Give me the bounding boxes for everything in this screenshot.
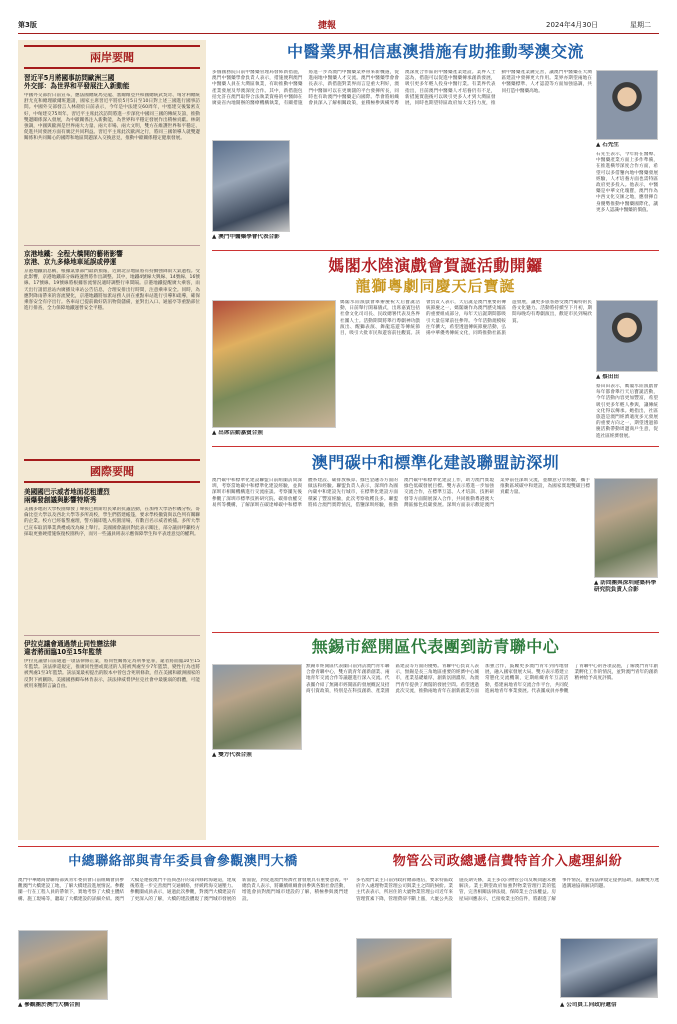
news-sidebar [18, 40, 206, 840]
story2-body: 京港地鐵消息稱，根據氣象部門最新預報，近期北京地區將有持續強降雨天氣過程。受此影響，京港地鐵部分線路運營將作出調整。其中，地鐵4號線大興線、14號線、16號線、17號線、19號線將根據客流情況適時調整行車間隔。京港地鐵提醒廣大乘客，雨天出行請留意站內廣播及車站公告信息，合理安排出行時間，注意乘車安全。同時，為應對降雨帶來的客流變化，京港地鐵將加派站務人員在重點車站進行引導和疏導，確保乘客安全有序出行。各車站已提前做好防汛物資儲備，並對出入口、通風亭等重點部位進行排查，全力保障地鐵運營安全平穩。 [24, 269, 200, 312]
masthead-logo: 捷報 [318, 21, 337, 31]
main1-portrait-caption: ▲ 石先生 [596, 142, 620, 148]
story4-headline: 伊拉克議會通過禁止同性戀法律 [24, 640, 117, 648]
bottom-right-photo-caption: ▲ 公司員工向政府遞信 [560, 1002, 617, 1008]
divider [24, 245, 200, 246]
bottom-right-photo-1 [356, 938, 452, 998]
main3-body: 澳門碳中和標準化建設聯盟日前組團訪問深圳，考察當地碳中和標準化建設經驗，並與深圳市相關機構進行交流座談。考察團先後參觀了深圳市標準技術研究院、碳排放權交易所等機構，了解深圳在碳達峰碳中和標準體系建設、碳排放核算、綠色金融等方面的做法和經驗。聯盟負責人表示，深圳作為國內碳中和建設先行城市，在標準化建設方面積累了豐富經驗，此次考察收穫良多。聯盟將結合澳門實際情況，借鑒深圳經驗，推動澳門碳中和標準化建設工作，助力澳門實現綠色低碳發展目標。雙方表示將進一步加強交流合作，在標準互認、人才培訓、技術研發等方面開展深入合作，共同推動粵港澳大灣區綠色低碳發展。深圳方面表示歡迎澳門業界前往深圳交流，並願意分享經驗，攜手推動區域碳中和建設，為國家實現雙碳目標貢獻力量。 [212, 478, 590, 508]
bottom-left-photo [18, 930, 108, 1000]
page-header [18, 18, 659, 34]
main2-headline: 媽閣水陸演戲會賀誕活動開鑼 [328, 256, 543, 275]
story1-subheadline: 外交部：為世界和平發展注入新動能 [24, 82, 130, 90]
main2-body: 媽閣水陸演戲會舉辦慶祝天后寶誕活動，日前舉行開幕儀式，出席嘉賓包括社會文化司司長、民政總署代表及各界社團人士。活動期間將舉行粵劇神功戲演出、醒獅表演、舞龍巡遊等傳統節目，吸引大批市民和遊客前往觀賞。該會負責人表示，天后誕是澳門重要的傳統節慶之一，媽閣廟作為澳門歷史城區的重要組成部分，每年天后誕期間都吸引大量信眾前往參拜。今年活動規模較往年擴大，希望透過傳統節慶活動，弘揚中華優秀傳統文化，同時推動社區旅遊發展，讓更多旅客感受澳門獨特的民俗文化魅力。活動將持續至下月初，期間每晚均有粵劇演出，歡迎市民到場欣賞。 [340, 300, 592, 337]
page-number: 第3版 [18, 21, 37, 29]
main3-headline: 澳門碳中和標準化建設聯盟訪深圳 [311, 453, 560, 472]
story4-body: 伊拉克議會日前通過一項法律修正案，將同性關係定為刑事犯罪，違者將面臨10至15年監禁。該法律還規定，推廣同性戀或賣淫的人將被判處至少7年監禁，變性行為也將被判處1至3年監禁。該法案最初提出的版本中曾包含死刑條款，但在美國和歐洲國家的反對下被刪除。美國國務卿布林肯表示，該法律威脅伊拉克社會中最脆弱的群體，可能被用來壓制言論自由。 [24, 659, 200, 689]
main3-photo-caption: ▲ 訪問團與深圳建築科學研究院負責人合影 [594, 580, 657, 593]
main2-side-body: 蔡田田表示，媽閣水陸演戲會每年都會舉行天后寶誕活動，今年活動內容更加豐富，希望吸引更多年輕人參與，讓傳統文化得以傳承。她指出，社區旅遊是澳門經濟適度多元發展的重要方向之一，期望透過節慶活動帶動周邊商戶生意，促進社區經濟發展。 [596, 384, 658, 439]
divider [212, 446, 659, 447]
section-title-international: 國際要聞 [24, 459, 200, 483]
main2-portrait-caption: ▲ 蔡田田 [596, 374, 620, 380]
issue-weekday: 星期二 [630, 21, 651, 29]
main3-photo [594, 478, 658, 578]
bottom-left-photo-caption: ▲ 參觀團於澳門大橋合照 [18, 1002, 81, 1008]
main1-headline: 中醫業界相信惠澳措施有助推動琴澳交流 [286, 42, 584, 61]
main2-sub-headline: 龍獅粵劇同慶天后寶誕 [355, 277, 516, 295]
main2-photo-caption: ▲ 出席活動嘉賓合照 [212, 430, 263, 436]
story4-subheadline: 違者將面臨10至15年監禁 [24, 648, 102, 656]
story2-subheadline: 京港、京九多條地車延誤或停運 [24, 258, 117, 266]
main2-photo [212, 300, 336, 428]
main2-portrait [596, 300, 658, 372]
main4-photo-caption: ▲ 雙方代表合照 [212, 752, 252, 758]
bottom-left-headline: 中總聯絡部與青年委員會參觀澳門大橋 [68, 854, 298, 869]
divider [212, 250, 659, 251]
bottom-right-photo-2 [560, 938, 658, 998]
bottom-left-body: 澳門中華總商會聯絡部與青年委員會日前組織會員參觀澳門大橋建設工地，了解大橋建設進展情況。參觀團一行在工程人員的帶領下，實地考察了大橋主體結構、施工現場等，聽取了大橋建設的詳細介紹。澳門大橋是連接澳門半島與氹仔的第四條跨海通道，建成後將進一步完善澳門交通網絡，紓緩跨海交通壓力。參觀團成員表示，通過此次參觀，對澳門大橋建設有了更深入的了解，大橋的建設體現了澳門城市發展的新面貌，對促進澳門經濟社會發展具有重要意義。中總負責人表示，將繼續組織會員參與各類社會活動，增進會員對澳門城市建設的了解，積極參與澳門建設。 [18, 878, 348, 902]
divider [212, 632, 659, 633]
main4-headline: 無錫市經開區代表團到訪青聯中心 [311, 637, 560, 656]
story3-body: 美國多地的大學校園爆發了聲援巴勒斯坦民眾的抗議活動，在加州大學洛杉磯分校、哥倫比亞大學以及西北大學等多所高校，學生們搭建帳篷，要求學校撤資與以色列有關聯的企業。校方已經報警處理，警方隨即進入校園清場，有數百名示威者被捕。多所大學已宣布取消畢業典禮或改為線上舉行。美國國會議員對此表示關注，部分議員呼籲校方採取更強硬措施恢復校園秩序，而另一些議員則表示應保障學生和平表達意見的權利。 [24, 507, 200, 537]
story2-headline: 京港地鐵：全程大橋開的藝術影響 [24, 250, 123, 258]
bottom-right-headline: 物管公司政總遞信費特首介入處理糾紛 [392, 854, 623, 869]
main1-body: 多個國務院日前中醫藥管理局發佈新措施，澳門中醫藥學會負責人表示，措施便利澳門中醫藥人員在大灣區執業，有助推動中醫藥產業發展及琴澳深度合作。其中，新措施包括允許在澳門取得合法執業資格的中醫師在廣東省內地開辦的醫療機構執業，有關措施將進一步為澳門中醫藥業界帶來新機遇，促進兩地中醫藥人才交流。澳門中醫藥學會會長表示，新措施對業界而言是重大利好，澳門中醫師可以在更廣闊的平台發揮所長，同時也有助澳門中醫藥走向國際。學會將組織會員深入了解相關政策，並積極參與橫琴粵澳深度合作區的中醫藥產業建設。業界人士認為，措施可以促進中醫藥傳承創新發展，吸引更多年輕人投身中醫行業。有業界代表指出，目前澳門中醫藥人才培養仍有不足，新措施實施後可以吸引更多人才到大灣區發展，同時也期望特區政府加大支持力度，推動中醫藥產業鏈完善，讓澳門中醫藥在大灣區建設中發揮更大作用。業界亦期望兩地在中醫藥標準、人才認證等方面加強協調，共同打造中醫藥高地。 [212, 70, 592, 107]
section-title-cross-strait: 兩岸要聞 [24, 45, 200, 69]
divider [24, 635, 200, 636]
main1-photo-caption: ▲ 澳門中醫藥學會代表合影 [212, 234, 280, 240]
story1-body: 中國外交部於日前宣布，應法國總統馬克龍、塞爾維亞共和國總統武契奇、匈牙利總統舒尤克和總理歐爾班邀請，國家主席習近平將於5月5日至10日對上述三國進行國事訪問。中國外交部發言人林劍於日前表示，今年是中法建交60周年，中塞建交後緊密友好，中匈建交75周年。習近平主席此次訪問將進一步深化中國同三國的傳統友誼，推動雙邊關係深入發展，為中歐關係注入新動能，為世界和平穩定發展作出積極貢獻。林劍強調，中國與歐洲是世界兩大力量、兩大市場、兩大文明，雙方在維護世界和平穩定、促進共同發展方面有廣泛共同利益。習近平主席此次歐洲之行，將同三國領導人就雙邊關係和共同關心的國際和地區問題深入交換意見，推動中歐關係穩定健康發展。 [24, 93, 200, 142]
main4-photo [212, 664, 302, 750]
main4-body: 無錫市經開區代表團日前到訪澳門青年聯合會青聯中心，雙方就青年創新創業、兩地青年交流合作等議題進行深入交流。代表團介紹了無錫市經開區的發展概況及招商引資政策，特別是在科技創新、產業園區建設等方面的優勢。青聯中心負責人表示，無錫是長三角地區重要的經濟中心城市，產業基礎雄厚，創新氛圍濃厚，為澳門青年提供了廣闊的發展空間。希望透過此次交流，推動兩地青年在創新創業方面加強合作，鼓勵更多澳門青年到內地發展，融入國家發展大局。雙方表示將建立常態化交流機制，定期組織青年互訪活動，搭建兩地青年交流合作平台，共同促進兩地青年事業發展。代表團成員亦參觀了青聯中心的各項設施，了解澳門青年創業孵化工作的情況，並對澳門青年的創新精神給予高度評價。 [306, 664, 658, 694]
main1-portrait [596, 70, 658, 140]
story1-headline: 習近平5月將國事訪問歐洲三國 [24, 74, 115, 82]
divider [18, 846, 659, 847]
bottom-right-body: 多名澳門業主日前到政府總部遞信，要求特區政府介入處理物業管理公司與業主之間的糾紛。業主代表表示，所居住的大廈物業管理公司近年來管理質素下降，管理費卻不斷上漲，大廈公共設施長期失修，業主多次向物管公司反映問題未獲解決。業主期望政府加強對物業管理行業的監管，完善相關法律法規，保障業主合法權益。房屋局回應表示，已接收業主的信件，將跟進了解事件情況，並按法律規定提供協助，鼓勵雙方透過溝通協商解決問題。 [356, 878, 659, 902]
main1-side-body: 石先生表示，今年將在醫療、中醫藥產業方面上多作準備，在推進橫琴深度合作方面，希望可以多借鑒內地中醫藥發展經驗，人才培養方面也需特區政府更多投入。他表示，中醫藥是中華文化瑰寶，澳門作為中西文化交匯之地，應發揮自身優勢推動中醫藥國際化，讓更多人認識中醫藥的價值。 [596, 152, 658, 213]
issue-date: 2024年4月30日 [546, 21, 599, 29]
story3-subheadline: 兩爆發創議與影響特斯秀 [24, 496, 97, 504]
story3-headline: 美國國巴示威者地面花租遭烈 [24, 488, 110, 496]
